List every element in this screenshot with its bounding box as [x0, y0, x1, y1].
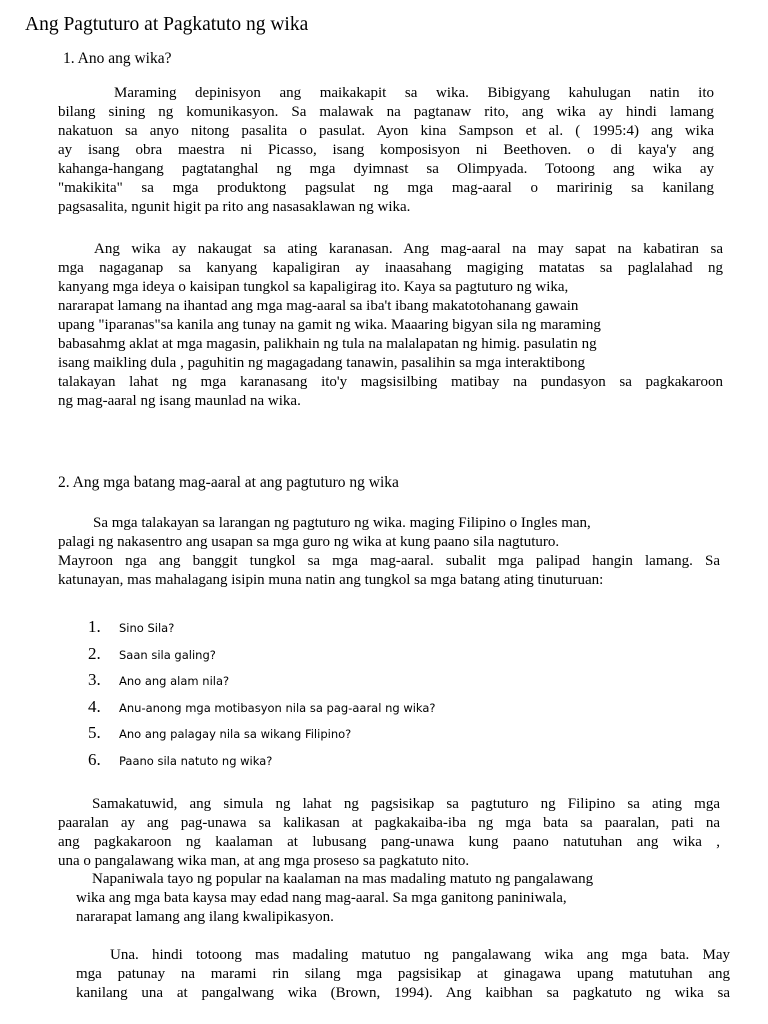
text-line: kanilang una at pangalwang wika (Brown, 1994). Ang kaibhan sa pagkatuto ng wika sa	[76, 985, 730, 1001]
text-line: palagi ng nakasentro ang usapan sa mga guro ng wika at kung paano sila nagtuturo.	[58, 534, 560, 550]
list-item	[88, 617, 588, 644]
text-line: Samakatuwid, ang simula ng lahat ng pagsisikap sa pagtuturo ng Filipino sa ating mga	[92, 796, 720, 812]
list-text: Saan sila galing?	[119, 647, 216, 662]
text-line: mga patunay na marami rin silang mga pagsisikap at ginagawa upang matutuhan ang	[76, 966, 730, 982]
list-text: Paano sila natuto ng wika?	[119, 753, 273, 768]
text-line: upang "iparanas"sa kanila ang tunay na gamit ng wika. Maaaring bigyan sila ng maraming	[58, 317, 601, 333]
list-number: 4.	[88, 696, 101, 716]
list-text: Ano ang palagay nila sa wikang Filipino?	[119, 727, 352, 741]
text-line: mga nagaganap sa kanyang kapaligiran ay inaasahang magiging matatas sa paglalahad ng	[58, 260, 723, 276]
section-heading-2: 2. Ang mga batang mag-aaral at ang pagtuturo ng wika	[58, 474, 399, 491]
text-line: paaralan ay ang pag-unawa sa kalikasan at pagkakaiba-iba ng mga bata sa paaralan, pati na	[58, 815, 720, 831]
list-item	[88, 723, 588, 750]
list-text: Sino Sila?	[119, 621, 175, 635]
list-number: 1.	[88, 617, 101, 636]
section-heading-1: 1. Ano ang wika?	[63, 50, 172, 67]
document-title: Ang Pagtuturo at Pagkatuto ng wika	[25, 14, 309, 35]
text-line: katunayan, mas mahalagang isipin muna natin ang tungkol sa mga batang ating tinuturuan:	[58, 572, 604, 588]
text-line: Sa mga talakayan sa larangan ng pagtuturo ng wika. maging Filipino o Ingles man,	[93, 515, 591, 531]
list-text: Anu-anong mga motibasyon nila sa pag-aaral ng wika?	[119, 700, 436, 715]
text-line: nararapat lamang ang ilang kwalipikasyon.	[76, 909, 334, 925]
paragraph-belief	[76, 870, 708, 927]
text-line: Napaniwala tayo ng popular na kaalaman na mas madaling matuto ng pangalawang	[92, 871, 594, 887]
question-list	[88, 617, 588, 776]
text-line: "makikita" sa mga produktong pagsulat ng mga mag-aaral o maririnig sa kanilang	[58, 180, 714, 196]
text-line: ng mag-aaral ng isang maunlad na wika.	[58, 393, 301, 409]
text-line: ay isang obra maestra ni Picasso, isang komposisyon ni Beethoven. o di kaya'y ang	[58, 142, 714, 158]
text-line: una o pangalawang wika man, at ang mga proseso sa pagkatuto nito.	[58, 853, 470, 869]
paragraph-experience	[58, 240, 723, 411]
text-line: isang maikling dula , paguhitin ng magagadang tanawin, pasalihin sa mga interaktibong	[58, 355, 585, 371]
list-item	[88, 670, 588, 697]
paragraph-discussions	[58, 514, 720, 590]
text-line: Maraming depinisyon ang maikakapit sa wika. Bibigyang kahulugan natin ito	[114, 85, 714, 101]
text-line: babasahmg aklat at mga magasin, palikhain ng tula na malalapatan ng himig. pasulatin ng	[58, 336, 597, 352]
paragraph-conclusion	[58, 795, 720, 871]
list-number: 2.	[88, 643, 101, 663]
text-line: Una. hindi totoong mas madaling matutuo ng pangalawang wika ang mga bata. May	[110, 947, 730, 963]
list-number: 3.	[88, 670, 101, 689]
text-line: ang pagkakaroon ng kaalaman at lubusang pang-unawa kung paano natutuhan ang wika ,	[58, 834, 720, 850]
text-line: Mayroon nga ang banggit tungkol sa mga mag-aaral. subalit mga palipad hangin lamang. Sa	[58, 553, 720, 569]
list-item	[88, 750, 588, 777]
text-line: Ang wika ay nakaugat sa ating karanasan. Ang mag-aaral na may sapat na kabatiran sa	[94, 241, 723, 257]
list-number: 5.	[88, 723, 101, 742]
text-line: nakatuon sa anyo nitong pasalita o pasulat. Ayon kina Sampson et al. ( 1995:4) ang wika	[58, 123, 714, 139]
text-line: pagsasalita, ngunit higit pa rito ang nasasaklawan ng wika.	[58, 199, 411, 215]
text-line: talakayan lahat ng mga karanasang ito'y magsisilbing matibay na pundasyon sa pagkakaroon	[58, 374, 723, 390]
paragraph-definition	[58, 84, 714, 217]
list-item	[88, 697, 588, 724]
list-number: 6.	[88, 749, 101, 769]
text-line: wika ang mga bata kaysa may edad nang mag-aaral. Sa mga ganitong paniniwala,	[76, 890, 567, 906]
list-text: Ano ang alam nila?	[119, 674, 230, 688]
text-line: bilang sining ng komunikasyon. Sa malawak na pagtanaw rito, ang wika ay hindi lamang	[58, 104, 714, 120]
paragraph-first-point	[76, 946, 730, 1003]
text-line: kanyang mga ideya o kaisipan tungkol sa kapaligirag ito. Kaya sa pagtuturo ng wika,	[58, 279, 569, 295]
text-line: nararapat lamang na ihantad ang mga mag-aaral sa iba't ibang makatotohanang gawain	[58, 298, 579, 314]
list-item	[88, 644, 588, 671]
text-line: kahanga-hangang pagtatanghal ng mga dyimnast sa Olimpyada. Totoong ang wika ay	[58, 161, 714, 177]
